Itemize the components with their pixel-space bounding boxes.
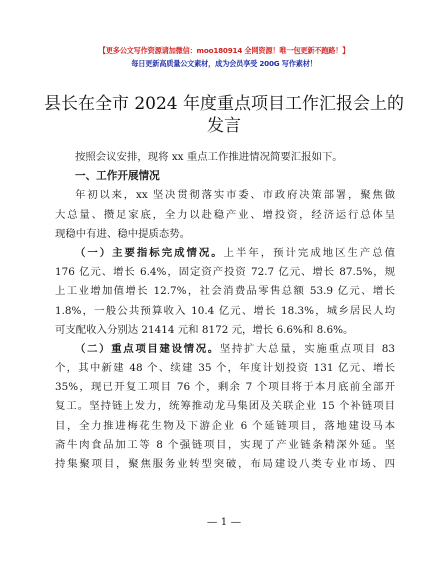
promo-banner-blue: 每日更新高质量公文素材，成为会员享受 200G 写作素材！ — [131, 59, 317, 68]
para3-line-6: 斋牛肉食品加工等 8 个强链项目，实现了产业链条精深外延。坚 — [55, 438, 395, 451]
section-heading-1: 一、工作开展情况 — [75, 170, 160, 183]
para3-line-2: 个，其中新建 48 个、续建 35 个，年度计划投资 131 亿元、增长 — [55, 362, 395, 375]
subheading-main-indicators: （一）主要指标完成情况。 — [75, 246, 224, 259]
promo-banner-red: 【更多公文写作资源请加微信：moo180914 全网资源！唯一包更新不跑路！】 — [98, 46, 350, 55]
para2-line-4: 1.8%，一般公共预算收入 10.4 亿元、增长 18.3%，城乡居民人均 — [55, 304, 395, 317]
para1-line-3: 现稳中有进、稳中提质态势。 — [55, 227, 191, 240]
page-number: — 1 — — [206, 516, 242, 528]
para2-line-1 — [55, 244, 395, 263]
para3-line-3: 35%，现已开复工项目 76 个，剩余 7 个项目将于本月底前全部开 — [55, 381, 395, 394]
para3-line-7: 持集聚项目，聚焦服务业转型突破，布局建设八类专业市场、四 — [55, 458, 395, 470]
para3-line-1-text: 坚持扩大总量，实施重点项目 83 — [219, 342, 395, 355]
document-title-line-1: 县长在全市 2024 年度重点项目工作汇报会上的 — [43, 94, 405, 114]
para2-line-1-text: 上半年，预计完成地区生产总值 — [223, 246, 395, 259]
para2-line-5: 可支配收入分别达 21414 元和 8172 元，增长 6.6%和 8.6%。 — [55, 323, 354, 336]
para3-line-1 — [55, 340, 395, 359]
document-body — [55, 148, 395, 474]
para3-line-4: 复工。坚持链上发力，统筹推动龙马集团及关联企业 15 个补链项目 — [55, 400, 395, 413]
para3-line-5: 目，全力推进梅花生物及下游企业 6 个延链项目，落地建设马本 — [55, 419, 395, 432]
document-title-line-2: 发言 — [207, 116, 241, 136]
para1-line-2: 大总量、攒足家底，全力以赴稳产业、增投资，经济运行总体呈 — [55, 208, 395, 221]
para1-line-1: 年初以来，xx 坚决贯彻落实市委、市政府决策部署，聚焦做 — [75, 189, 395, 202]
para2-line-2: 176 亿元、增长 6.4%，固定资产投资 72.7 亿元、增长 87.5%，规 — [55, 266, 395, 279]
subheading-key-projects: （二）重点项目建设情况。 — [75, 342, 220, 355]
intro-paragraph: 按照会议安排，现将 xx 重点工作推进情况简要汇报如下。 — [75, 151, 343, 163]
para2-line-3: 上工业增加值增长 12.7%，社会消费品零售总额 53.9 亿元、增长 — [55, 285, 395, 298]
